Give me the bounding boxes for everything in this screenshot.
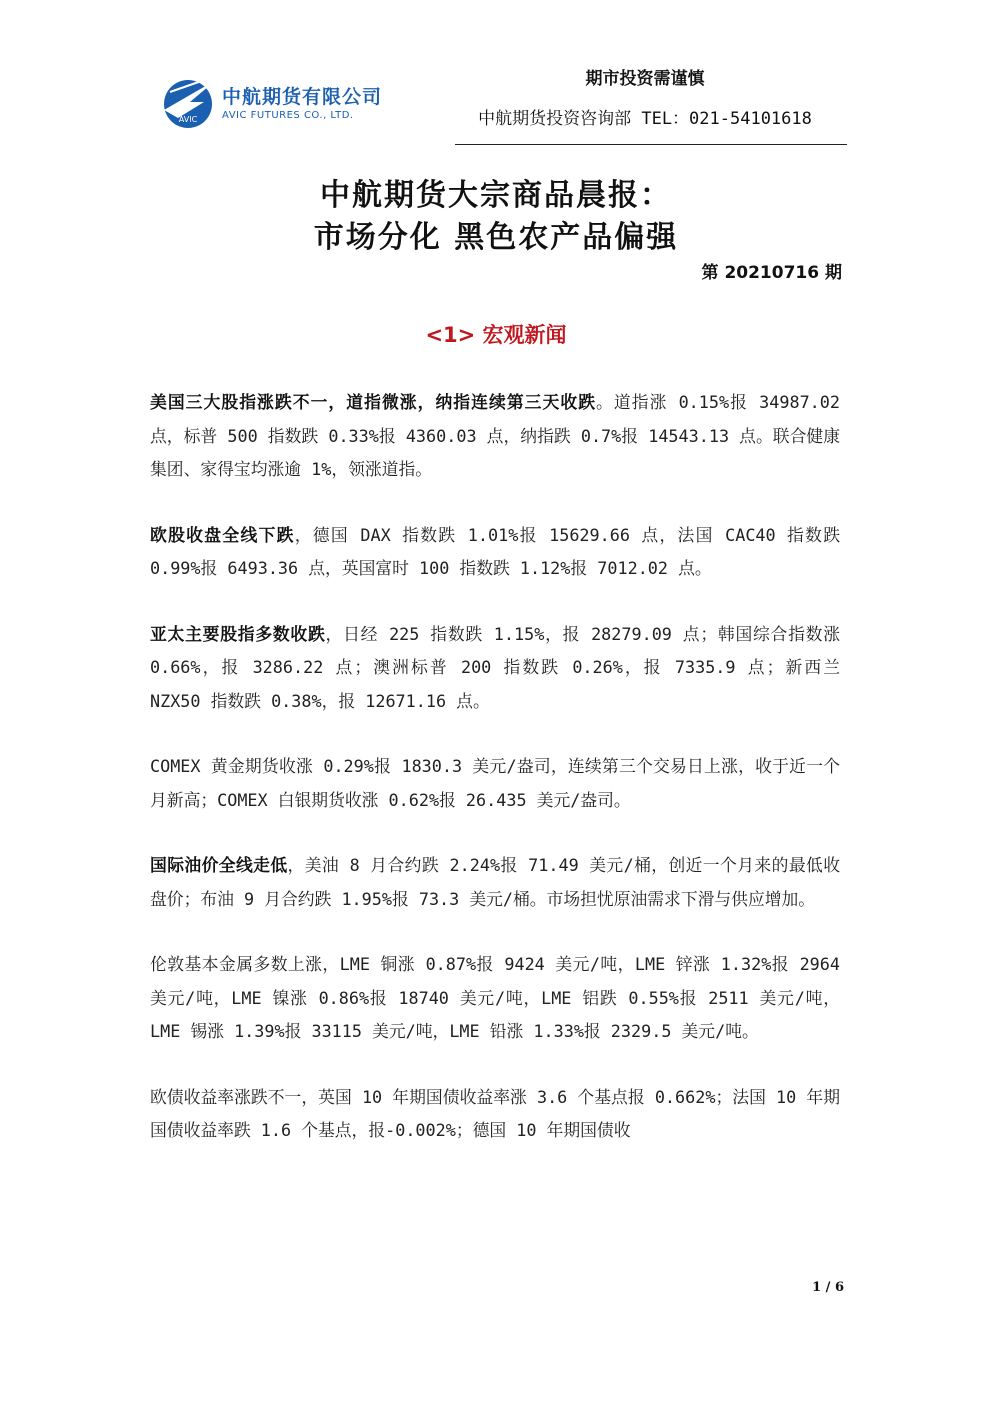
- section-heading-macro: <1> 宏观新闻: [425, 323, 567, 347]
- news-paragraph: [150, 386, 840, 487]
- header-divider: [455, 144, 847, 145]
- issue-number: 第 20210716 期: [701, 263, 842, 283]
- paragraph-lead: 国际油价全线走低: [150, 855, 288, 875]
- logo-badge: AVIC: [178, 115, 198, 124]
- news-paragraph: [150, 618, 840, 719]
- paragraph-text: COMEX 黄金期货收涨 0.29%报 1830.3 美元/盎司，连续第三个交易日上涨，收于近一个月新高；COMEX 白银期货收涨 0.62%报 26.435 美元/盎司。: [150, 756, 840, 810]
- paragraph-lead: 美国三大股指涨跌不一，道指微涨，纳指连续第三天收跌: [150, 392, 597, 412]
- news-paragraph: [150, 750, 840, 817]
- contact-line: 中航期货投资咨询部 TEL：021-54101618: [478, 109, 812, 129]
- page-number: 1 / 6: [812, 1280, 844, 1295]
- paragraph-text: ，德国 DAX 指数跌 1.01%报 15629.66 点，法国 CAC40 指数跌 0.99%报 6493.36 点，英国富时 100 指数跌 1.12%报 7012.02 点。: [150, 524, 840, 578]
- paragraph-text: 伦敦基本金属多数上涨，LME 铜涨 0.87%报 9424 美元/吨，LME 锌涨 1.32%报 2964 美元/吨，LME 镍涨 0.86%报 18740 美元/吨，LME 铝跌 0.55%报 2511 美元/吨，LME 锡涨 1.39%报 33115 美元/吨，LME 铅涨 1.33%报 2329.5 美元/吨。: [150, 954, 840, 1041]
- company-logo: [160, 72, 420, 134]
- news-paragraph: [150, 1081, 840, 1148]
- risk-slogan: 期市投资需谨慎: [585, 69, 705, 89]
- company-name-en: AVIC FUTURES CO., LTD.: [222, 110, 354, 121]
- news-paragraph: [150, 519, 840, 586]
- paragraph-lead: 亚太主要股指多数收跌: [150, 623, 326, 644]
- paragraph-text: 。道指涨 0.15%报 34987.02 点，标普 500 指数跌 0.33%报 4360.03 点，纳指跌 0.7%报 14543.13 点。联合健康集团、家得宝均涨逾 1%，领涨道指。: [150, 392, 840, 479]
- company-name-cn: 中航期货有限公司: [222, 86, 383, 108]
- paragraph-text: ，美油 8 月合约跌 2.24%报 71.49 美元/桶，创近一个月来的最低收盘价；布油 9 月合约跌 1.95%报 73.3 美元/桶。市场担忧原油需求下滑与供应增加。: [150, 855, 840, 909]
- news-paragraph: [150, 849, 840, 916]
- paragraph-text: 欧债收益率涨跌不一，英国 10 年期国债收益率涨 3.6 个基点报 0.662%；法国 10 年期国债收益率跌 1.6 个基点，报-0.002%；德国 10 年期国债收: [150, 1086, 840, 1140]
- paragraph-lead: 欧股收盘全线下跌: [150, 524, 295, 545]
- paragraph-text: ，日经 225 指数跌 1.15%，报 28279.09 点；韩国综合指数涨 0.66%，报 3286.22 点；澳洲标普 200 指数跌 0.26%，报 7335.9 点；新西兰 NZX50 指数跌 0.38%，报 12671.16 点。: [150, 623, 840, 711]
- report-title-line2: 市场分化 黑色农产品偏强: [313, 220, 679, 255]
- avic-logo-icon: [160, 72, 220, 132]
- news-paragraph: [150, 948, 840, 1049]
- page-header: [0, 0, 992, 150]
- report-title-line1: 中航期货大宗商品晨报：: [320, 178, 672, 213]
- news-body: [150, 386, 840, 1180]
